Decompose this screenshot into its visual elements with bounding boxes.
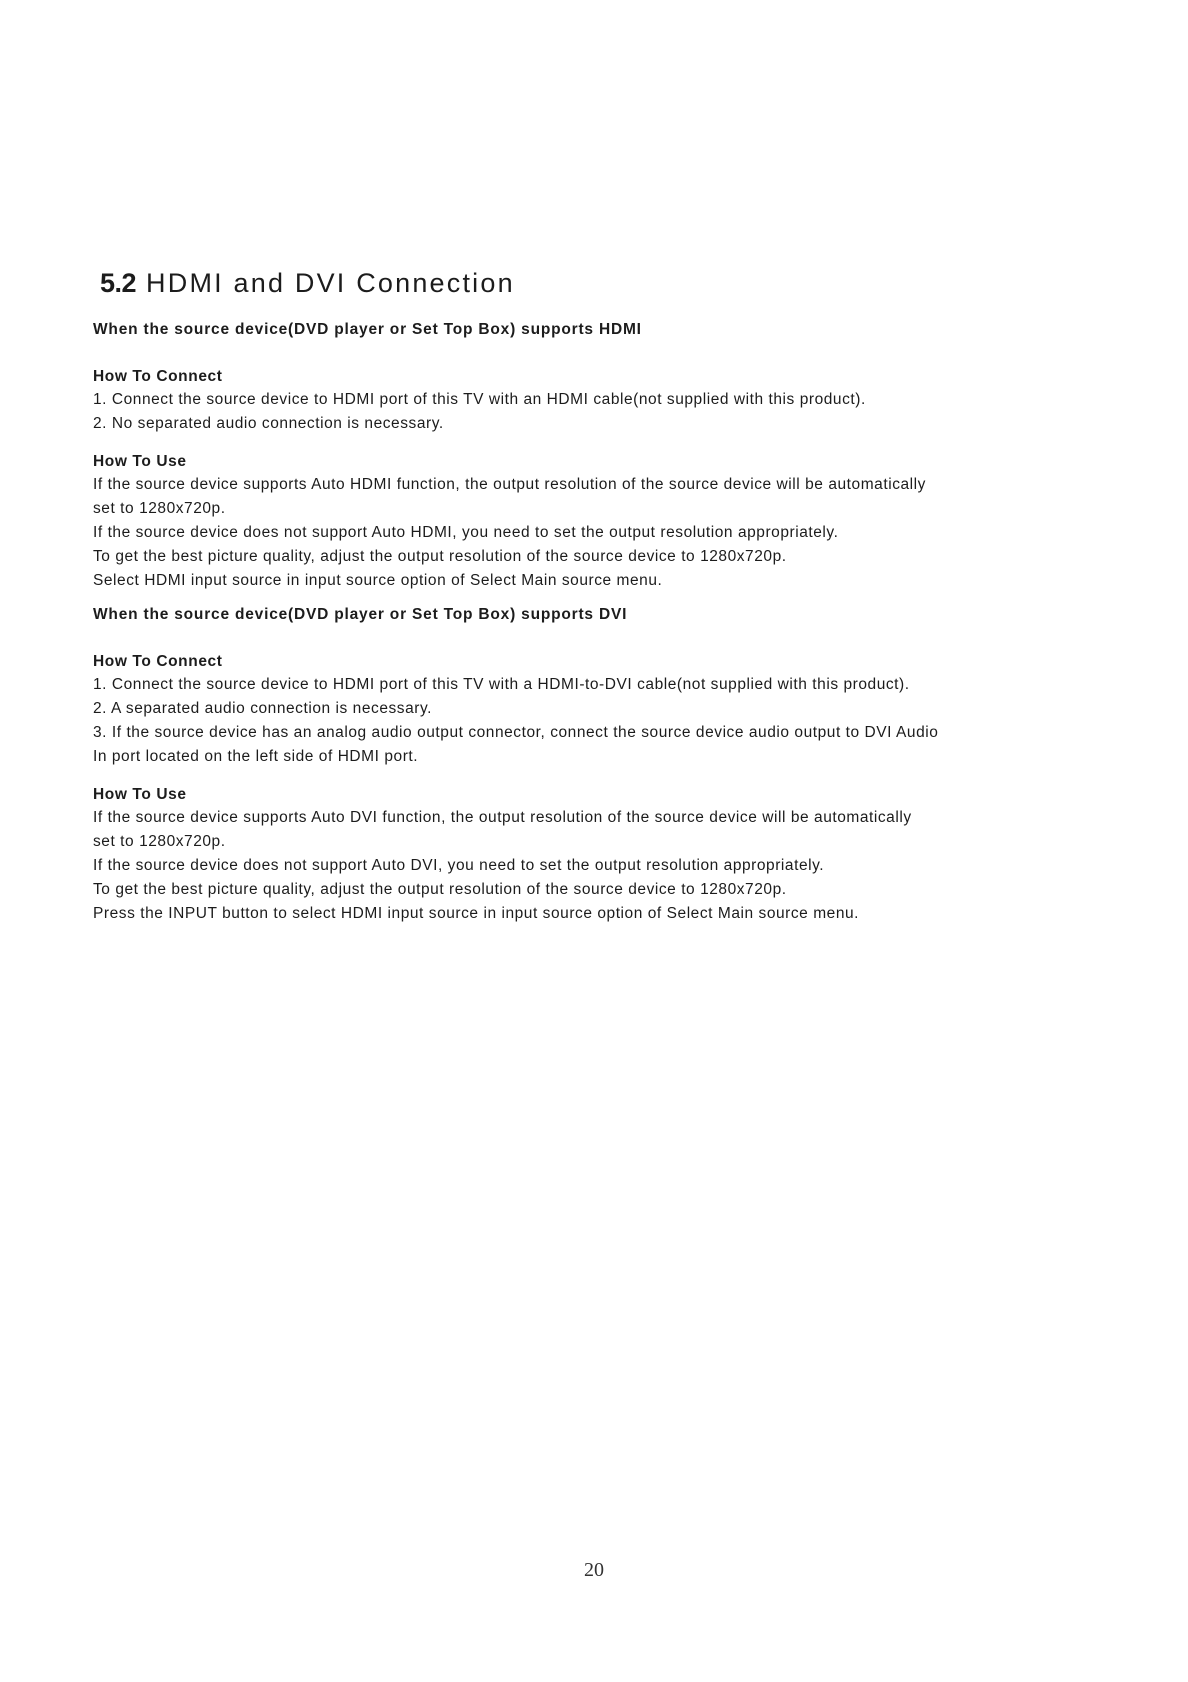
hdmi-use-line-1: If the source device supports Auto HDMI function, the output resolution of the source device will be automatically	[93, 476, 926, 493]
dvi-subheading: When the source device(DVD player or Set Top Box) supports DVI	[93, 606, 628, 623]
hdmi-how-to-connect-heading: How To Connect	[93, 368, 223, 385]
dvi-use-line-5: Press the INPUT button to select HDMI input source in input source option of Select Main source menu.	[93, 905, 860, 922]
section-content	[93, 318, 1093, 926]
dvi-use-line-1: If the source device supports Auto DVI function, the output resolution of the source device will be automatically	[93, 809, 912, 826]
dvi-connect-step-3: 3. If the source device has an analog audio output connector, connect the source device audio output to DVI Audio	[93, 724, 939, 741]
hdmi-connect-step-1: 1. Connect the source device to HDMI port of this TV with an HDMI cable(not supplied with this product).	[93, 391, 866, 408]
dvi-use-line-2: set to 1280x720p.	[93, 833, 226, 850]
dvi-connect-step-2: 2. A separated audio connection is necessary.	[93, 700, 432, 717]
hdmi-use-line-3: If the source device does not support Auto HDMI, you need to set the output resolution appropriately.	[93, 524, 839, 541]
section-title	[100, 270, 515, 297]
dvi-how-to-connect-heading: How To Connect	[93, 653, 223, 670]
dvi-connect-step-3-cont: In port located on the left side of HDMI port.	[93, 748, 419, 765]
hdmi-use-line-4: To get the best picture quality, adjust the output resolution of the source device to 1280x720p.	[93, 548, 787, 565]
dvi-how-to-use-heading: How To Use	[93, 786, 187, 803]
hdmi-subheading: When the source device(DVD player or Set Top Box) supports HDMI	[93, 321, 642, 338]
dvi-use-line-4: To get the best picture quality, adjust the output resolution of the source device to 1280x720p.	[93, 881, 787, 898]
hdmi-how-to-use-heading: How To Use	[93, 453, 187, 470]
hdmi-connect-step-2: 2. No separated audio connection is necessary.	[93, 415, 444, 432]
dvi-use-line-3: If the source device does not support Auto DVI, you need to set the output resolution appropriately.	[93, 857, 825, 874]
section-title-text: HDMI and DVI Connection	[146, 268, 515, 298]
hdmi-use-line-5: Select HDMI input source in input source option of Select Main source menu.	[93, 572, 663, 589]
dvi-connect-step-1: 1. Connect the source device to HDMI port of this TV with a HDMI-to-DVI cable(not supplied with this product).	[93, 676, 910, 693]
page-number: 20	[584, 1559, 604, 1581]
section-number: 5.2	[100, 268, 137, 298]
hdmi-use-line-2: set to 1280x720p.	[93, 500, 226, 517]
